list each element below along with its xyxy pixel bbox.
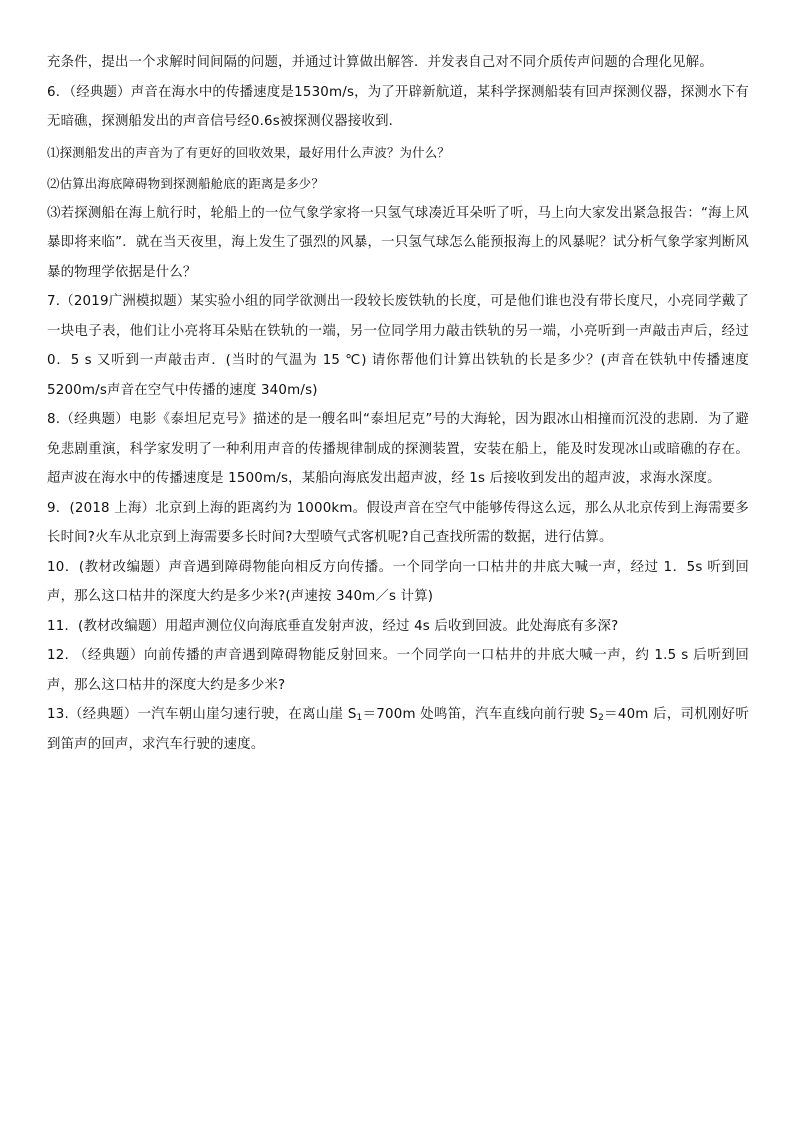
paragraph-intro-continuation: 充条件，提出一个求解时间间隔的问题，并通过计算做出解答．并发表自己对不同介质传声问题的合理化见解。 — [47, 55, 713, 70]
question-13-text-end: ＝40m 后，司机刚好听到笛声的回声，求汽车行驶的速度。 — [47, 707, 749, 752]
question-10: 10．(教材改编题）声音遇到障碍物能向相反方向传播。一个同学向一口枯井的井底大喊一声，经过 1．5s 听到回声，那么这口枯井的深度大约是多少米?(声速按 340m／s 计算) — [47, 559, 749, 604]
subscript-1: 1 — [356, 713, 363, 723]
question-6: 6．（经典题）声音在海水中的传播速度是1530m/s，为了开辟新航道，某科学探测船装有回声探测仪器，探测水下有无暗礁，探测船发出的声音信号经0.6s被探测仪器接收到． — [47, 84, 749, 129]
subscript-2: 2 — [598, 713, 605, 723]
question-13-text-start: 13.（经典题）一汽车朝山崖匀速行驶，在离山崖 S — [47, 707, 357, 722]
document-page — [47, 48, 749, 759]
question-6-part-2: ⑵估算出海底障碍物到探测船舱底的距离是多少？ — [47, 175, 324, 191]
question-7: 7.（2019广洲模拟题）某实验小组的同学欲测出一段较长废铁轨的长度，可是他们谁也没有带长度尺，小亮同学戴了一块电子表，他们让小亮将耳朵贴在铁轨的一端，另一位同学用力敲击铁轨的另一端，小亮听到一声敲击声后，经过 0．5 s 又听到一声敲击声．(当时的气温为 15 ℃) 请你帮他们计算出铁轨的长是多少？(声音在铁轨中传播速度 5200m/s声音在空气中传播的速度 340m/s) — [47, 294, 749, 398]
question-9: 9．(2018 上海）北京到上海的距离约为 1000km。假设声音在空气中能够传得这么远，那么从北京传到上海需要多长时间?火车从北京到上海需要多长时间?大型喷气式客机呢?自己查找所需的数据，进行估算。 — [47, 500, 749, 545]
question-6-part-1: ⑴探测船发出的声音为了有更好的回收效果，最好用什么声波？为什么？ — [47, 144, 450, 160]
question-11: 11．(教材改编题）用超声测位仪向海底垂直发射声波，经过 4s 后收到回波。此处海底有多深? — [47, 618, 619, 634]
question-13 — [47, 700, 749, 759]
question-12: 12. （经典题）向前传播的声音遇到障碍物能反射回来。一个同学向一口枯井的井底大喊一声，约 1.5 s 后听到回声，那么这口枯井的深度大约是多少米? — [47, 648, 749, 693]
question-13-text-middle: ＝700m 处鸣笛，汽车直线向前行驶 S — [362, 707, 599, 722]
question-8: 8.（经典题）电影《泰坦尼克号》描述的是一艘名叫“泰坦尼克”号的大海轮，因为跟冰山相撞而沉没的悲剧．为了避免悲剧重演，科学家发明了一种利用声音的传播规律制成的探测装置，安装在船上，能及时发现冰山或暗礁的存在。超声波在海水中的传播速度是 1500m/s，某船向海底发出超声波，经 1s 后接收到发出的超声波，求海水深度。 — [47, 412, 749, 486]
question-6-part-3: ⑶若探测船在海上航行时，轮船上的一位气象学家将一只氢气球凑近耳朵听了听，马上向大家发出紧急报告：“海上风暴即将来临”．就在当天夜里，海上发生了强烈的风暴，一只氢气球怎么能预报海上的风暴呢？试分析气象学家判断风暴的物理学依据是什么？ — [47, 205, 749, 280]
